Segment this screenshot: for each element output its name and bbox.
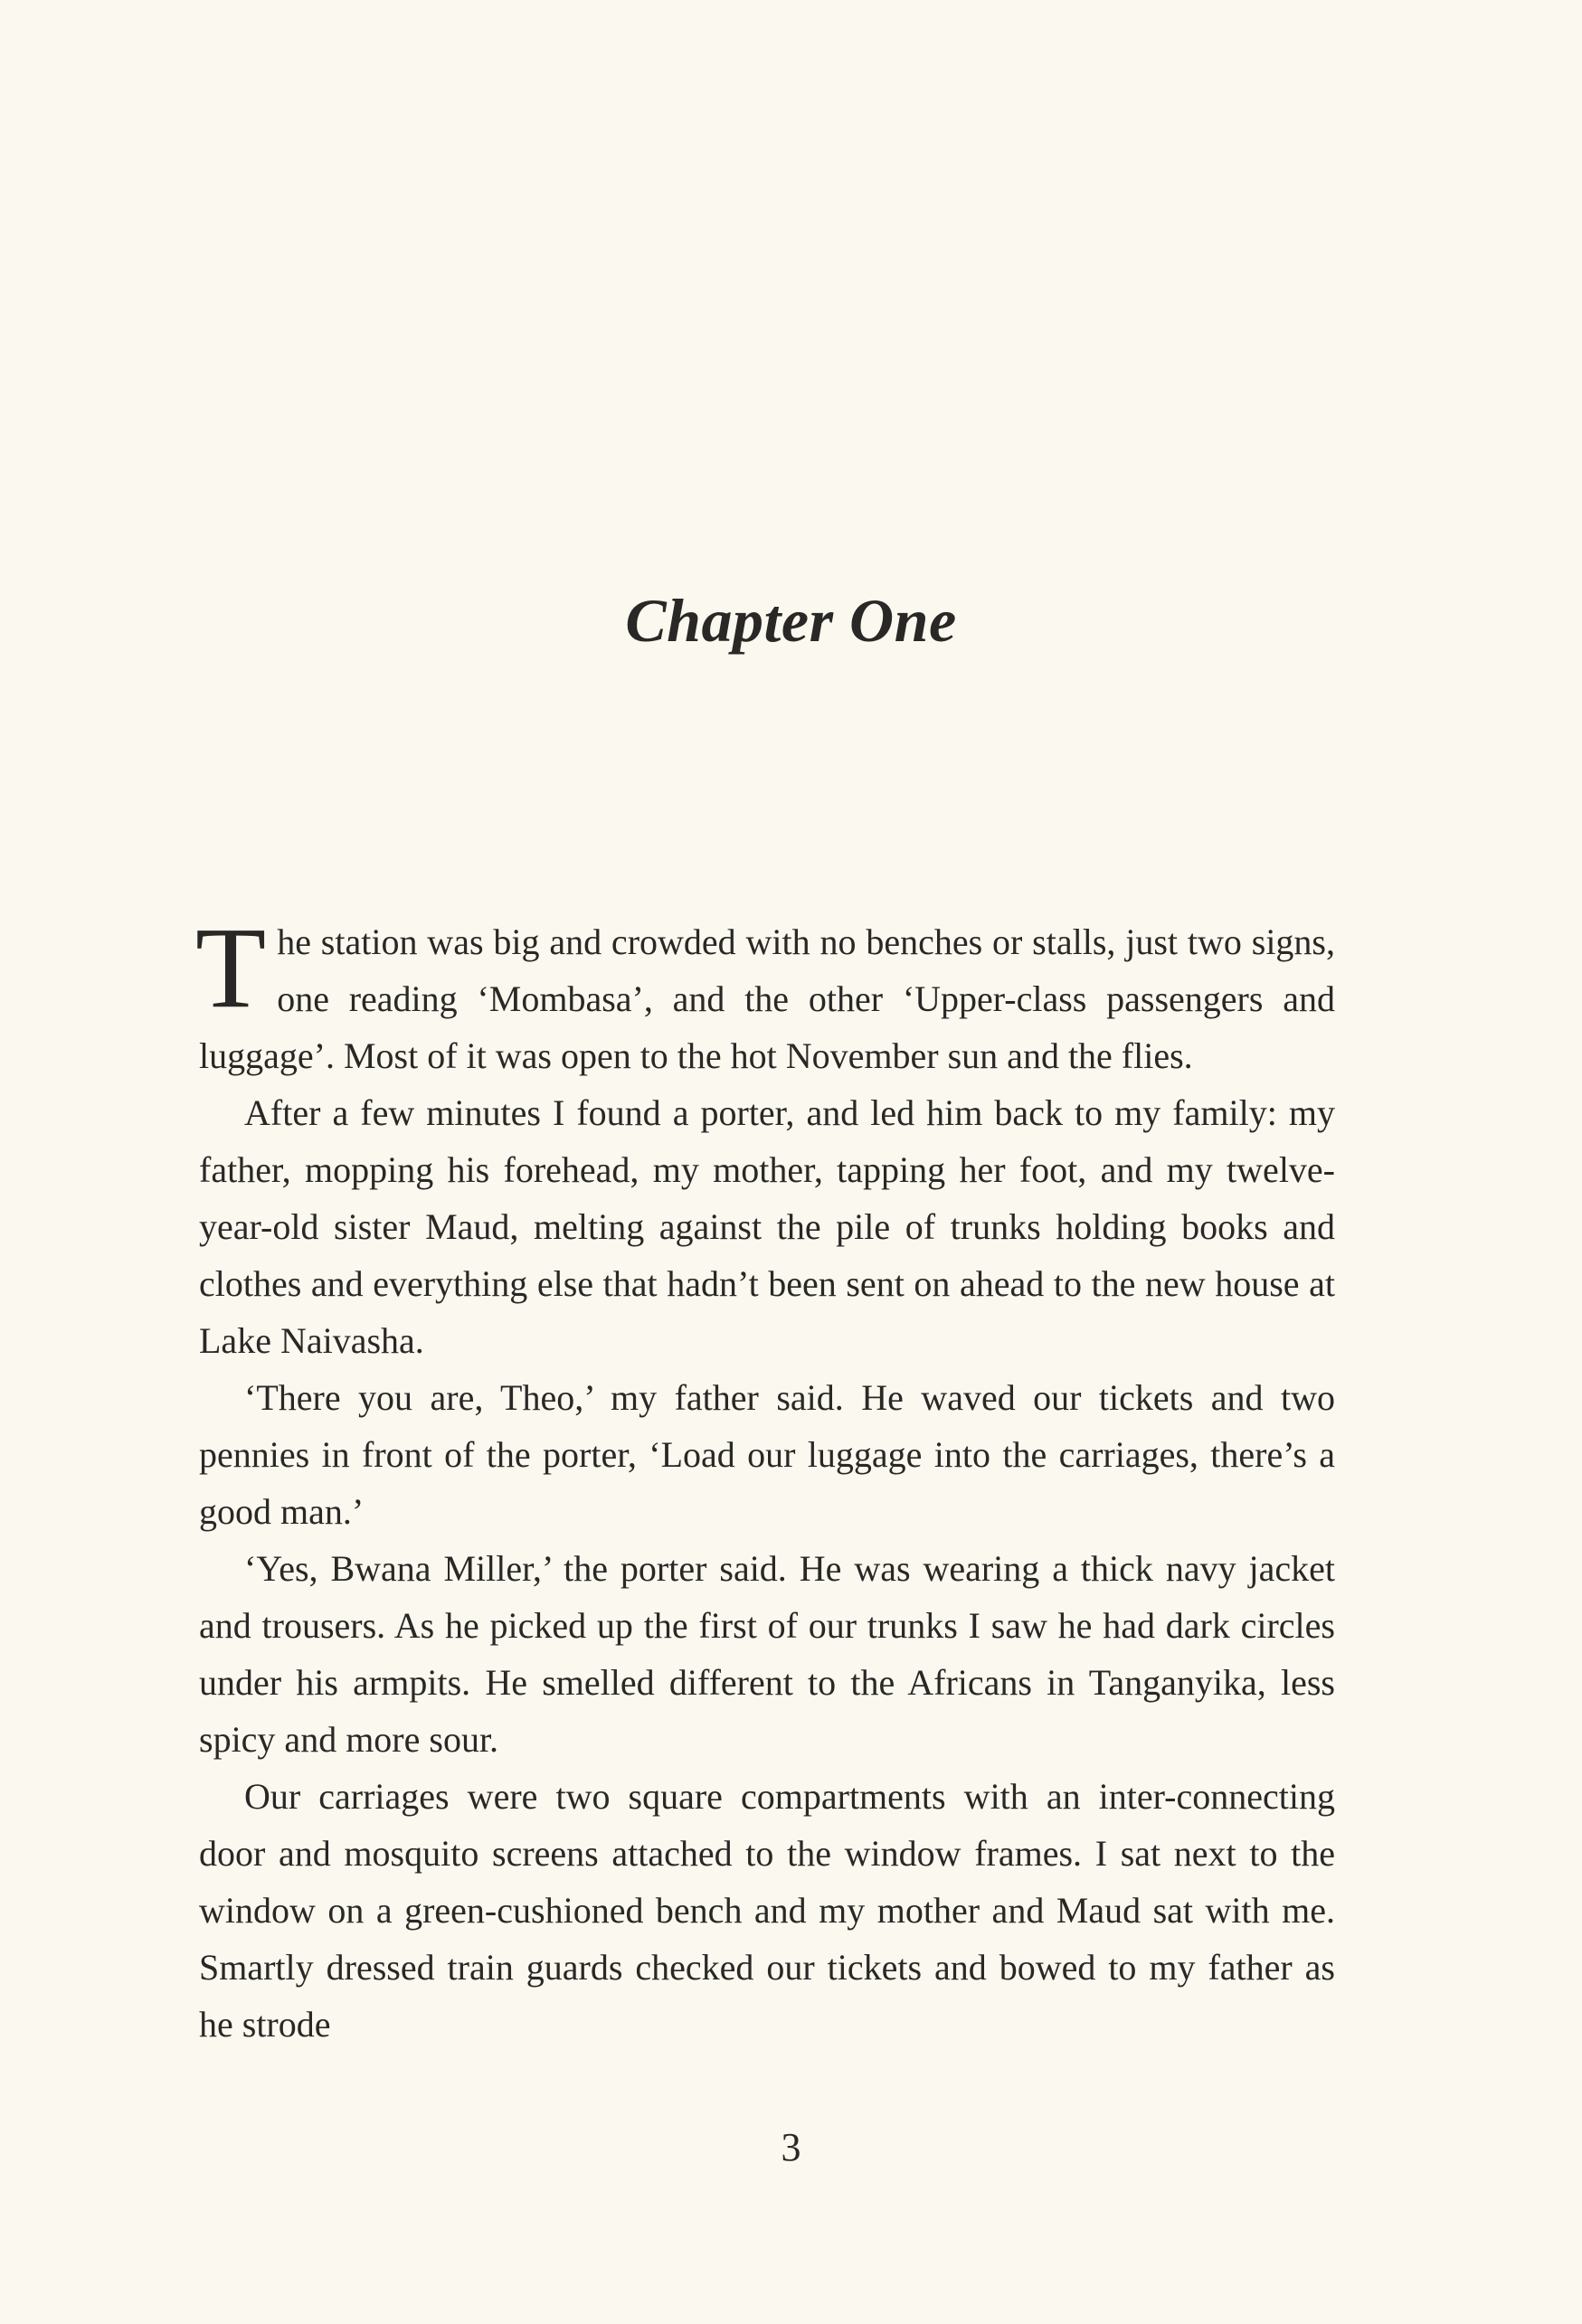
paragraph-text: he station was big and crowded with no benches or stalls, just two signs, one reading ‘Mombasa’, and the other ‘Upper-class passengers and luggage’. Most of it was open to the hot November sun and the flies.	[199, 921, 1335, 1076]
drop-cap: T	[195, 903, 267, 1032]
paragraph	[195, 903, 1335, 1084]
page-number: 3	[781, 2125, 801, 2169]
paragraph: ‘There you are, Theo,’ my father said. He waved our tickets and two pennies in front of the porter, ‘Load our luggage into the carriages, there’s a good man.’	[199, 1377, 1335, 1532]
body-text	[195, 903, 1335, 2053]
paragraph: Our carriages were two square compartments with an inter-connecting door and mosquito screens attached to the window frames. I sat next to the window on a green-cushioned bench and my mother and Maud sat with me. Smartly dressed train guards checked our tickets and bowed to my father as he strode	[199, 1776, 1335, 2045]
paragraph: After a few minutes I found a porter, and led him back to my family: my father, mopping his forehead, my mother, tapping her foot, and my twelve-year-old sister Maud, melting against the pile of trunks holding books and clothes and everything else that hadn’t been sent on ahead to the new house at Lake Naivasha.	[199, 1092, 1335, 1361]
chapter-title: Chapter One	[625, 585, 957, 655]
paragraph: ‘Yes, Bwana Miller,’ the porter said. He was wearing a thick navy jacket and trousers. As he picked up the first of our trunks I saw he had dark circles under his armpits. He smelled different to the Africans in Tanganyika, less spicy and more sour.	[199, 1548, 1335, 1760]
